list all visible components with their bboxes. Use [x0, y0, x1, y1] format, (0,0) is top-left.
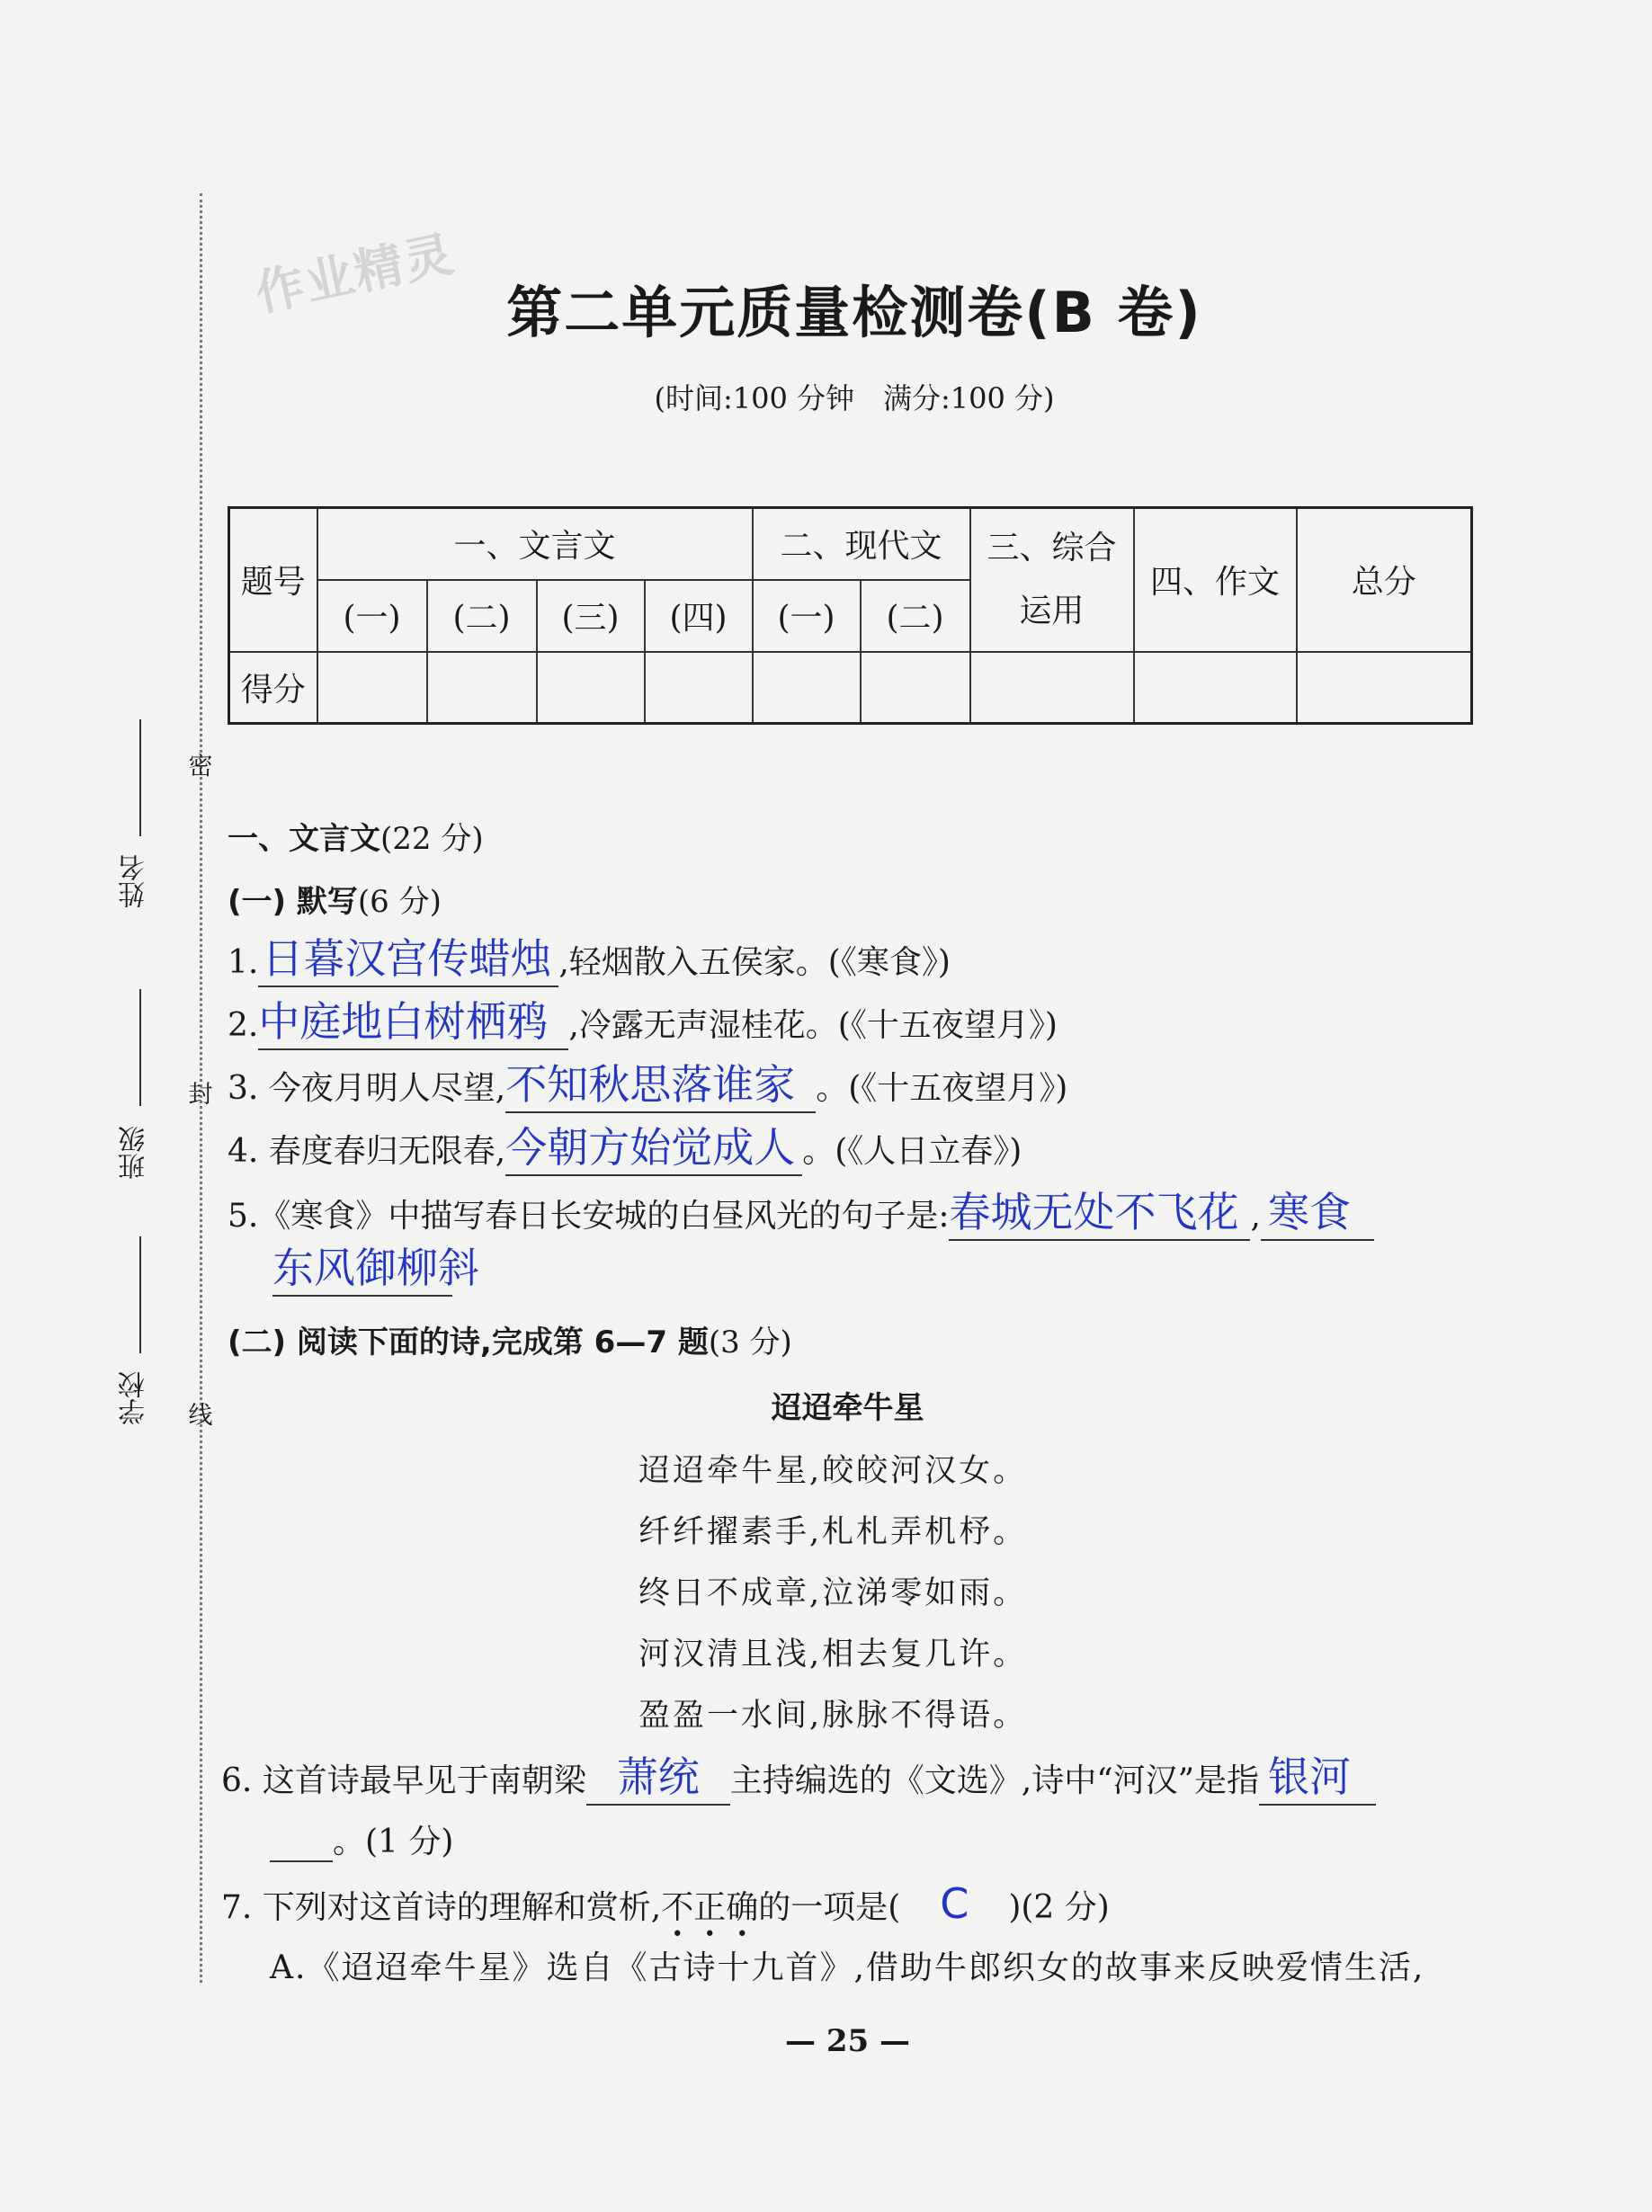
part-1-label: (一) 默写 [228, 884, 358, 920]
q7-answer[interactable]: C [940, 1879, 969, 1928]
q2-number: 2. [228, 1007, 259, 1044]
q7-middle: 的一项是( [758, 1889, 901, 1926]
header-sub-5: (一) [753, 580, 861, 652]
score-cell[interactable] [537, 652, 645, 724]
score-cell[interactable] [645, 652, 753, 724]
name-write-line[interactable] [139, 719, 141, 836]
class-write-line[interactable] [139, 989, 141, 1106]
score-cell[interactable] [427, 652, 537, 724]
q4-text: 。(《人日立春》) [802, 1133, 1022, 1170]
header-group-classical: 一、文言文 [317, 508, 753, 580]
part-2-points: (3 分) [708, 1325, 792, 1360]
q7-emph-1: 不 [661, 1889, 694, 1926]
header-sub-2: (二) [427, 580, 537, 652]
header-sub-4: (四) [645, 580, 753, 652]
part-2-title [228, 1317, 792, 1361]
school-write-line[interactable] [139, 1236, 141, 1353]
q6-tail: 。(1 分) [333, 1824, 454, 1860]
q5-separator: , [1250, 1198, 1261, 1235]
q6-answer-1[interactable]: 萧统 [586, 1744, 730, 1806]
q5-prefix: 5.《寒食》中描写春日长安城的白昼风光的句子是: [228, 1198, 950, 1235]
q5-answer-2a[interactable]: 寒食 [1261, 1180, 1374, 1241]
q2-text: ,冷露无声湿桂花。(《十五夜望月》) [568, 1007, 1058, 1044]
q1-text: ,轻烟散入五侯家。(《寒食》) [558, 944, 951, 981]
score-cell[interactable] [1134, 652, 1297, 724]
header-group-modern: 二、现代文 [753, 508, 970, 580]
watermark-logo: 作业精灵 [250, 225, 460, 323]
score-table [228, 506, 1473, 725]
q5-answer-1[interactable]: 春城无处不飞花 [949, 1180, 1250, 1241]
question-2 [228, 989, 1058, 1050]
poem-line-4: 河汉清且浅,相去复几许。 [638, 1637, 1028, 1672]
question-5-cont [272, 1235, 479, 1297]
poem-line-5: 盈盈一水间,脉脉不得语。 [638, 1698, 1028, 1734]
question-6 [221, 1744, 1376, 1806]
q6-blank[interactable] [270, 1824, 333, 1862]
part-1-points: (6 分) [357, 884, 442, 920]
score-cell[interactable] [317, 652, 427, 724]
score-row-label: 得分 [229, 652, 317, 724]
q6-middle: 主持编选的《文选》,诗中“河汉”是指 [729, 1762, 1260, 1799]
q7-tail: )(2 分) [1008, 1889, 1110, 1926]
section-1-label: 一、文言文 [228, 821, 380, 857]
q7-emph-3: 确 [726, 1889, 759, 1926]
exam-time-score: (时间:100 分钟 满分:100 分) [654, 381, 1055, 415]
q4-prefix: 4. 春度春归无限春, [228, 1133, 506, 1170]
question-4 [228, 1115, 1022, 1176]
header-group-essay: 四、作文 [1134, 508, 1297, 652]
binding-xian: 线 [188, 1402, 213, 1430]
score-cell[interactable] [861, 652, 970, 724]
q6-prefix: 6. 这首诗最早见于南朝梁 [221, 1762, 586, 1799]
q1-number: 1. [228, 944, 259, 981]
q4-answer[interactable]: 今朝方始觉成人 [505, 1115, 802, 1176]
header-sub-6: (二) [861, 580, 970, 652]
part-1-title [228, 877, 442, 921]
q6-answer-2[interactable]: 银河 [1259, 1744, 1376, 1806]
header-sub-1: (一) [317, 580, 427, 652]
header-total: 总分 [1297, 508, 1472, 652]
poem-line-3: 终日不成章,泣涕零如雨。 [638, 1575, 1028, 1611]
part-2-label: (二) 阅读下面的诗,完成第 6—7 题 [228, 1325, 709, 1360]
poem-line-2: 纤纤擢素手,札札弄机杼。 [638, 1514, 1028, 1550]
header-sub-3: (三) [537, 580, 645, 652]
page-title: 第二单元质量检测卷(B 卷) [506, 280, 1202, 345]
q3-answer[interactable]: 不知秋思落谁家 [505, 1052, 816, 1113]
option-a: A.《迢迢牵牛星》选自《古诗十九首》,借助牛郎织女的故事来反映爱情生活, [270, 1949, 1425, 1986]
score-cell[interactable] [753, 652, 861, 724]
score-cell[interactable] [1297, 652, 1472, 724]
q7-emph-2: 正 [693, 1889, 727, 1926]
question-6-cont [270, 1816, 453, 1862]
q1-answer[interactable]: 日暮汉宫传蜡烛 [258, 926, 558, 987]
question-5 [228, 1180, 1374, 1241]
q3-prefix: 3. 今夜月明人尽望, [228, 1070, 506, 1107]
class-label: 班级 [119, 1126, 150, 1180]
binding-mi: 密 [188, 753, 213, 780]
binding-feng: 封 [188, 1081, 213, 1109]
q7-prefix: 7. 下列对这首诗的理解和赏析, [221, 1889, 662, 1926]
header-group-comprehensive: 三、综合运用 [970, 508, 1134, 652]
header-question-no: 题号 [229, 508, 317, 652]
poem-line-1: 迢迢牵牛星,皎皎河汉女。 [638, 1453, 1028, 1489]
page-number: — 25 — [785, 2023, 910, 2059]
section-1-title [228, 814, 484, 858]
question-1 [228, 926, 951, 987]
question-7 [221, 1879, 1110, 1928]
school-label: 学校 [119, 1371, 150, 1425]
score-cell[interactable] [970, 652, 1134, 724]
q5-answer-2b[interactable]: 东风御柳斜 [272, 1235, 452, 1297]
poem-title: 迢迢牵牛星 [771, 1390, 924, 1426]
question-3 [228, 1052, 1067, 1113]
q3-text: 。(《十五夜望月》) [816, 1070, 1068, 1107]
name-label: 姓名 [119, 854, 150, 908]
q2-answer[interactable]: 中庭地白树栖鸦 [258, 989, 568, 1050]
section-1-points: (22 分) [380, 821, 484, 857]
